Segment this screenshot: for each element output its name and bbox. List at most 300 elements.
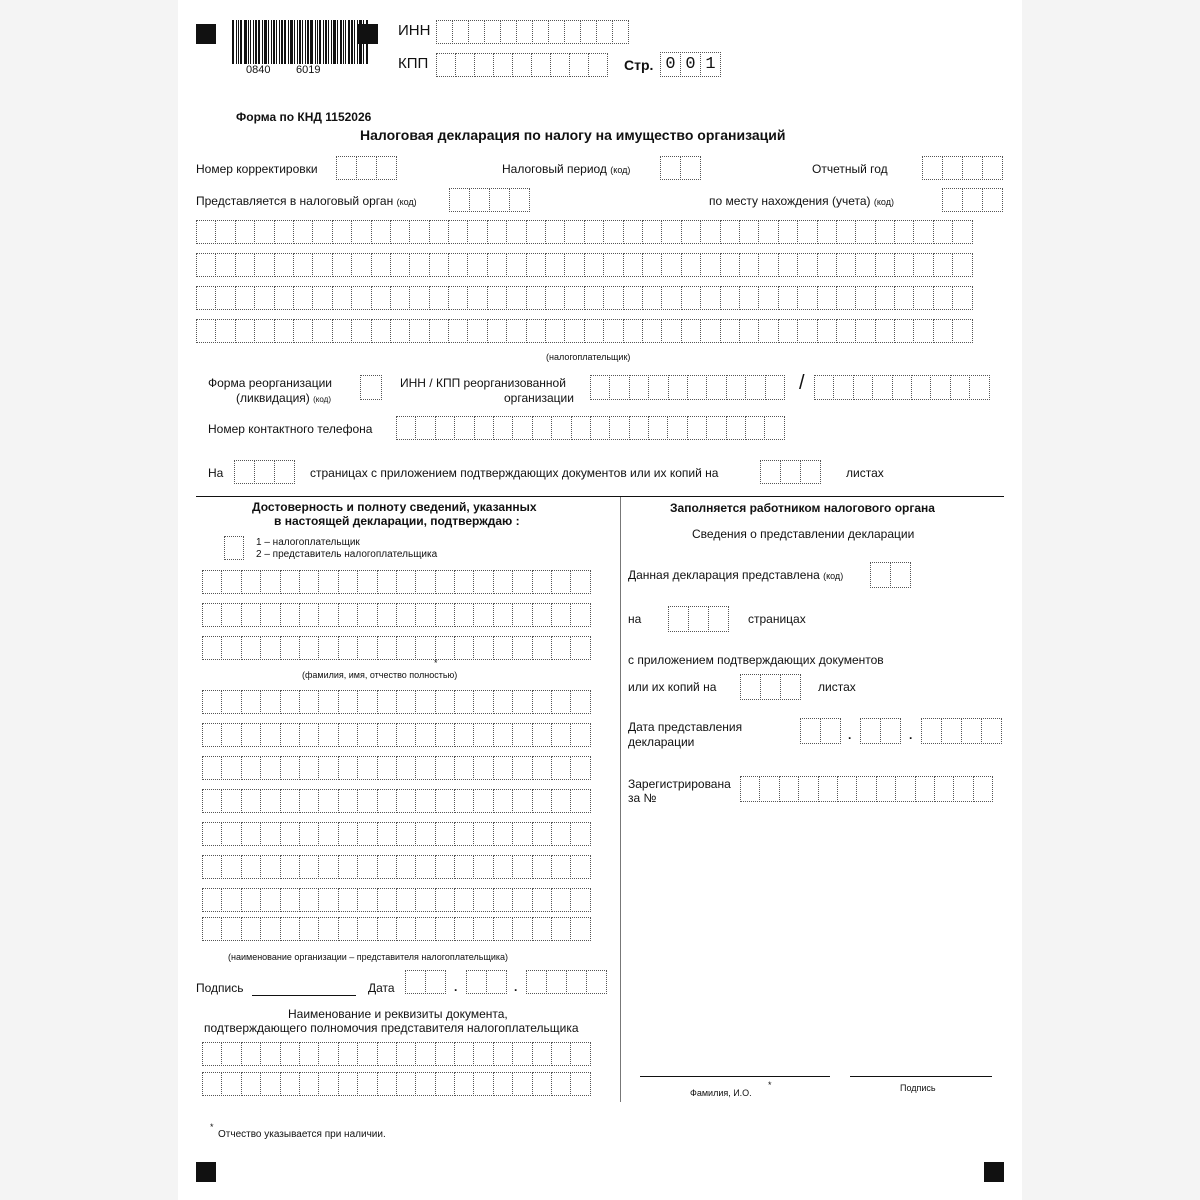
char-cell[interactable] (526, 319, 546, 343)
char-cell[interactable] (280, 603, 300, 627)
attachment-sheets-cells[interactable] (760, 460, 820, 484)
char-cell[interactable] (962, 156, 983, 180)
char-cell[interactable] (894, 319, 914, 343)
char-cell[interactable] (196, 253, 216, 277)
char-cell[interactable] (473, 855, 493, 879)
char-cell[interactable] (584, 286, 604, 310)
char-cell[interactable] (318, 822, 338, 846)
char-cell[interactable] (969, 375, 989, 400)
char-cell[interactable] (318, 723, 338, 747)
char-cell[interactable] (332, 286, 352, 310)
char-cell[interactable] (837, 776, 857, 802)
char-cell[interactable] (930, 375, 950, 400)
char-cell[interactable] (415, 690, 435, 714)
char-cell[interactable] (338, 1072, 358, 1096)
char-cell[interactable] (318, 1072, 338, 1096)
char-cell[interactable] (493, 723, 513, 747)
pages-count-cells[interactable] (234, 460, 294, 484)
char-cell[interactable] (260, 603, 280, 627)
char-cell[interactable] (357, 690, 377, 714)
char-cell[interactable] (739, 253, 759, 277)
char-cell[interactable] (221, 855, 241, 879)
signature-line[interactable] (252, 995, 356, 996)
char-cell[interactable] (661, 220, 681, 244)
char-cell[interactable] (660, 156, 681, 180)
char-cell[interactable] (260, 822, 280, 846)
char-cell[interactable] (474, 53, 494, 77)
char-cell[interactable] (396, 888, 416, 912)
char-cell[interactable] (415, 570, 435, 594)
char-cell[interactable] (357, 822, 377, 846)
char-cell[interactable] (609, 416, 629, 440)
char-cell[interactable] (357, 855, 377, 879)
date-year-cells[interactable] (526, 970, 606, 994)
char-cell[interactable] (318, 756, 338, 780)
char-cell[interactable] (202, 690, 222, 714)
char-cell[interactable] (532, 855, 552, 879)
char-cell[interactable] (512, 1042, 532, 1066)
char-cell[interactable] (661, 319, 681, 343)
char-cell[interactable] (196, 286, 216, 310)
char-cell[interactable] (759, 776, 779, 802)
char-cell[interactable] (435, 789, 455, 813)
char-cell[interactable] (241, 756, 261, 780)
char-cell[interactable] (648, 375, 668, 400)
officer-fio-line[interactable] (640, 1076, 830, 1077)
char-cell[interactable] (952, 319, 972, 343)
representative-org-row[interactable] (202, 690, 590, 714)
char-cell[interactable] (941, 718, 962, 744)
char-cell[interactable] (467, 286, 487, 310)
char-cell[interactable] (870, 562, 891, 588)
char-cell[interactable] (280, 690, 300, 714)
char-cell[interactable] (892, 375, 912, 400)
char-cell[interactable] (396, 723, 416, 747)
date-month-cells[interactable] (466, 970, 506, 994)
char-cell[interactable] (415, 636, 435, 660)
char-cell[interactable] (435, 416, 455, 440)
char-cell[interactable] (570, 888, 590, 912)
char-cell[interactable] (241, 603, 261, 627)
char-cell[interactable] (377, 917, 397, 941)
char-cell[interactable] (623, 220, 643, 244)
char-cell[interactable] (280, 789, 300, 813)
char-cell[interactable] (551, 416, 571, 440)
char-cell[interactable] (449, 188, 470, 212)
representative-org-row[interactable] (202, 789, 590, 813)
char-cell[interactable] (726, 375, 746, 400)
char-cell[interactable] (487, 220, 507, 244)
char-cell[interactable] (454, 603, 474, 627)
submission-year-cells[interactable] (921, 718, 1001, 744)
submission-month-cells[interactable] (860, 718, 900, 744)
char-cell[interactable] (215, 319, 235, 343)
char-cell[interactable] (778, 319, 798, 343)
char-cell[interactable] (454, 690, 474, 714)
char-cell[interactable] (473, 822, 493, 846)
char-cell[interactable] (609, 375, 629, 400)
officer-signature-line[interactable] (850, 1076, 992, 1077)
date-day-cells[interactable] (405, 970, 445, 994)
char-cell[interactable] (564, 253, 584, 277)
char-cell[interactable] (318, 888, 338, 912)
char-cell[interactable] (396, 570, 416, 594)
char-cell[interactable] (526, 253, 546, 277)
char-cell[interactable] (215, 220, 235, 244)
char-cell[interactable] (473, 917, 493, 941)
char-cell[interactable] (516, 20, 533, 44)
char-cell[interactable] (299, 690, 319, 714)
char-cell[interactable] (681, 286, 701, 310)
char-cell[interactable] (942, 188, 963, 212)
char-cell[interactable] (221, 822, 241, 846)
char-cell[interactable] (648, 416, 668, 440)
char-cell[interactable] (221, 1072, 241, 1096)
kpp-cells[interactable] (436, 53, 607, 77)
char-cell[interactable] (493, 690, 513, 714)
char-cell[interactable] (274, 460, 295, 484)
char-cell[interactable] (429, 286, 449, 310)
char-cell[interactable] (855, 319, 875, 343)
registration-number-cells[interactable] (740, 776, 992, 802)
char-cell[interactable] (590, 416, 610, 440)
char-cell[interactable] (894, 220, 914, 244)
char-cell[interactable] (377, 822, 397, 846)
char-cell[interactable] (454, 822, 474, 846)
char-cell[interactable] (687, 375, 707, 400)
char-cell[interactable] (962, 188, 983, 212)
char-cell[interactable] (299, 756, 319, 780)
char-cell[interactable] (642, 253, 662, 277)
char-cell[interactable] (953, 776, 973, 802)
char-cell[interactable] (454, 636, 474, 660)
char-cell[interactable] (484, 20, 501, 44)
char-cell[interactable] (299, 917, 319, 941)
char-cell[interactable] (254, 460, 275, 484)
char-cell[interactable] (260, 917, 280, 941)
char-cell[interactable] (221, 723, 241, 747)
char-cell[interactable] (473, 723, 493, 747)
char-cell[interactable] (241, 1072, 261, 1096)
char-cell[interactable] (875, 319, 895, 343)
char-cell[interactable] (551, 1042, 571, 1066)
char-cell[interactable] (700, 319, 720, 343)
char-cell[interactable] (351, 220, 371, 244)
char-cell[interactable] (623, 319, 643, 343)
char-cell[interactable] (853, 375, 873, 400)
char-cell[interactable] (894, 286, 914, 310)
char-cell[interactable] (532, 20, 549, 44)
char-cell[interactable] (833, 375, 853, 400)
char-cell[interactable] (415, 756, 435, 780)
char-cell[interactable] (512, 603, 532, 627)
char-cell[interactable] (580, 20, 597, 44)
char-cell[interactable] (357, 789, 377, 813)
char-cell[interactable] (318, 917, 338, 941)
char-cell[interactable] (357, 756, 377, 780)
char-cell[interactable] (890, 562, 911, 588)
char-cell[interactable] (221, 570, 241, 594)
char-cell[interactable] (603, 253, 623, 277)
char-cell[interactable] (429, 220, 449, 244)
char-cell[interactable] (260, 690, 280, 714)
char-cell[interactable] (435, 822, 455, 846)
char-cell[interactable] (455, 53, 475, 77)
char-cell[interactable] (531, 53, 551, 77)
char-cell[interactable] (739, 286, 759, 310)
char-cell[interactable] (280, 723, 300, 747)
char-cell[interactable] (856, 776, 876, 802)
char-cell[interactable] (952, 253, 972, 277)
char-cell[interactable] (280, 756, 300, 780)
char-cell[interactable] (551, 756, 571, 780)
char-cell[interactable] (473, 603, 493, 627)
char-cell[interactable] (760, 674, 781, 700)
char-cell[interactable] (280, 636, 300, 660)
char-cell[interactable] (570, 636, 590, 660)
char-cell[interactable] (876, 776, 896, 802)
char-cell[interactable] (817, 319, 837, 343)
char-cell[interactable] (452, 20, 469, 44)
char-cell[interactable] (241, 636, 261, 660)
char-cell[interactable] (357, 1042, 377, 1066)
char-cell[interactable] (215, 253, 235, 277)
char-cell[interactable] (740, 776, 760, 802)
char-cell[interactable] (435, 570, 455, 594)
char-cell[interactable] (820, 718, 841, 744)
char-cell[interactable] (487, 286, 507, 310)
char-cell[interactable] (235, 253, 255, 277)
char-cell[interactable] (435, 756, 455, 780)
char-cell[interactable] (570, 789, 590, 813)
representative-org-row[interactable] (202, 756, 590, 780)
char-cell[interactable] (913, 220, 933, 244)
char-cell[interactable] (551, 636, 571, 660)
char-cell[interactable] (299, 1042, 319, 1066)
char-cell[interactable] (241, 723, 261, 747)
char-cell[interactable] (818, 776, 838, 802)
signer-fio-row[interactable] (202, 603, 590, 627)
phone-cells[interactable] (396, 416, 784, 440)
char-cell[interactable] (681, 319, 701, 343)
char-cell[interactable] (661, 253, 681, 277)
char-cell[interactable] (415, 789, 435, 813)
char-cell[interactable] (196, 220, 216, 244)
char-cell[interactable] (274, 319, 294, 343)
char-cell[interactable] (221, 1042, 241, 1066)
char-cell[interactable] (293, 319, 313, 343)
char-cell[interactable] (371, 286, 391, 310)
char-cell[interactable] (603, 286, 623, 310)
char-cell[interactable] (396, 1072, 416, 1096)
char-cell[interactable] (493, 636, 513, 660)
char-cell[interactable] (338, 756, 358, 780)
char-cell[interactable] (551, 822, 571, 846)
char-cell[interactable] (396, 756, 416, 780)
char-cell[interactable] (532, 789, 552, 813)
char-cell[interactable] (377, 1042, 397, 1066)
char-cell[interactable] (764, 416, 784, 440)
char-cell[interactable] (221, 756, 241, 780)
char-cell[interactable] (454, 789, 474, 813)
char-cell[interactable] (493, 416, 513, 440)
char-cell[interactable] (415, 1072, 435, 1096)
char-cell[interactable] (409, 253, 429, 277)
char-cell[interactable] (299, 636, 319, 660)
correction-number-cells[interactable] (336, 156, 396, 180)
char-cell[interactable] (241, 822, 261, 846)
char-cell[interactable] (532, 888, 552, 912)
char-cell[interactable] (396, 416, 416, 440)
char-cell[interactable] (299, 789, 319, 813)
char-cell[interactable] (396, 917, 416, 941)
char-cell[interactable] (570, 917, 590, 941)
char-cell[interactable] (493, 917, 513, 941)
char-cell[interactable] (564, 220, 584, 244)
char-cell[interactable] (318, 690, 338, 714)
char-cell[interactable] (545, 220, 565, 244)
char-cell[interactable] (913, 286, 933, 310)
char-cell[interactable] (202, 822, 222, 846)
char-cell[interactable] (548, 20, 565, 44)
char-cell[interactable] (202, 756, 222, 780)
char-cell[interactable] (512, 888, 532, 912)
char-cell[interactable] (396, 789, 416, 813)
char-cell[interactable] (922, 156, 943, 180)
char-cell[interactable] (260, 570, 280, 594)
char-cell[interactable] (396, 822, 416, 846)
char-cell[interactable] (952, 220, 972, 244)
char-cell[interactable] (448, 286, 468, 310)
char-cell[interactable] (409, 319, 429, 343)
char-cell[interactable] (318, 789, 338, 813)
char-cell[interactable] (798, 776, 818, 802)
char-cell[interactable] (551, 789, 571, 813)
char-cell[interactable] (338, 789, 358, 813)
char-cell[interactable] (254, 319, 274, 343)
char-cell[interactable] (875, 220, 895, 244)
char-cell[interactable] (351, 319, 371, 343)
char-cell[interactable] (221, 789, 241, 813)
char-cell[interactable] (473, 570, 493, 594)
char-cell[interactable] (551, 723, 571, 747)
reorg-form-cell[interactable] (360, 375, 381, 400)
char-cell[interactable] (797, 286, 817, 310)
char-cell[interactable] (982, 156, 1003, 180)
char-cell[interactable] (872, 375, 892, 400)
char-cell[interactable] (814, 375, 834, 400)
char-cell[interactable] (532, 690, 552, 714)
char-cell[interactable] (570, 570, 590, 594)
char-cell[interactable] (299, 603, 319, 627)
char-cell[interactable] (493, 1042, 513, 1066)
signer-fio-row[interactable] (202, 636, 590, 660)
char-cell[interactable] (933, 220, 953, 244)
char-cell[interactable] (202, 917, 222, 941)
char-cell[interactable] (836, 253, 856, 277)
char-cell[interactable] (215, 286, 235, 310)
char-cell[interactable] (318, 636, 338, 660)
char-cell[interactable] (934, 776, 954, 802)
char-cell[interactable] (564, 319, 584, 343)
char-cell[interactable] (532, 570, 552, 594)
char-cell[interactable] (720, 220, 740, 244)
char-cell[interactable] (780, 674, 801, 700)
char-cell[interactable] (500, 20, 517, 44)
char-cell[interactable] (254, 286, 274, 310)
char-cell[interactable] (332, 220, 352, 244)
taxpayer-name-row[interactable] (196, 253, 972, 277)
char-cell[interactable] (493, 888, 513, 912)
char-cell[interactable] (913, 319, 933, 343)
char-cell[interactable] (260, 723, 280, 747)
char-cell[interactable] (512, 53, 532, 77)
char-cell[interactable] (551, 603, 571, 627)
char-cell[interactable] (571, 416, 591, 440)
char-cell[interactable] (493, 855, 513, 879)
inn-cells[interactable] (436, 20, 628, 44)
char-cell[interactable] (473, 789, 493, 813)
reorg-inn-cells[interactable] (590, 375, 784, 400)
char-cell[interactable] (332, 319, 352, 343)
char-cell[interactable] (241, 888, 261, 912)
char-cell[interactable] (454, 756, 474, 780)
char-cell[interactable] (855, 253, 875, 277)
char-cell[interactable] (551, 917, 571, 941)
char-cell[interactable] (526, 286, 546, 310)
char-cell[interactable] (661, 286, 681, 310)
char-cell[interactable] (855, 220, 875, 244)
char-cell[interactable] (280, 822, 300, 846)
char-cell[interactable] (915, 776, 935, 802)
char-cell[interactable] (532, 1072, 552, 1096)
char-cell[interactable] (357, 570, 377, 594)
char-cell[interactable] (566, 970, 587, 994)
char-cell[interactable] (700, 220, 720, 244)
char-cell[interactable] (338, 855, 358, 879)
char-cell[interactable] (202, 1072, 222, 1096)
char-cell[interactable] (396, 690, 416, 714)
char-cell[interactable] (260, 636, 280, 660)
char-cell[interactable] (241, 789, 261, 813)
char-cell[interactable] (506, 220, 526, 244)
char-cell[interactable] (202, 603, 222, 627)
char-cell[interactable] (532, 723, 552, 747)
char-cell[interactable] (293, 253, 313, 277)
char-cell[interactable] (469, 188, 490, 212)
char-cell[interactable] (642, 286, 662, 310)
submitted-sheets-cells[interactable] (740, 674, 800, 700)
char-cell[interactable] (584, 319, 604, 343)
char-cell[interactable] (855, 286, 875, 310)
char-cell[interactable] (493, 603, 513, 627)
char-cell[interactable] (551, 690, 571, 714)
char-cell[interactable] (586, 970, 607, 994)
char-cell[interactable] (895, 776, 915, 802)
char-cell[interactable] (234, 460, 255, 484)
char-cell[interactable] (532, 917, 552, 941)
char-cell[interactable] (425, 970, 446, 994)
char-cell[interactable] (454, 917, 474, 941)
char-cell[interactable] (390, 253, 410, 277)
char-cell[interactable] (338, 888, 358, 912)
char-cell[interactable] (371, 319, 391, 343)
char-cell[interactable] (415, 917, 435, 941)
char-cell[interactable] (745, 416, 765, 440)
char-cell[interactable] (435, 723, 455, 747)
representative-org-row[interactable] (202, 917, 590, 941)
char-cell[interactable] (299, 723, 319, 747)
